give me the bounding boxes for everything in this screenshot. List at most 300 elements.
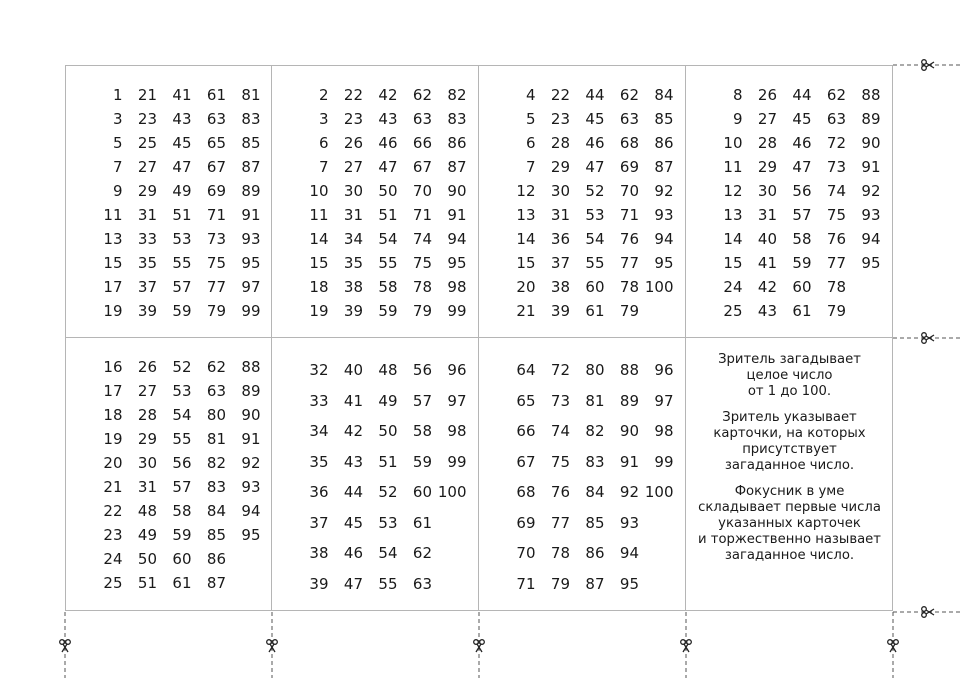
- card-number: 19: [309, 302, 329, 320]
- card-number: 65: [206, 134, 226, 152]
- card-number: 53: [378, 513, 398, 532]
- card-number: 70: [619, 182, 639, 200]
- instructions-card: [686, 338, 893, 611]
- card-number: 55: [585, 254, 605, 272]
- card-number: 41: [343, 391, 363, 410]
- card-number: 7: [112, 158, 123, 176]
- card-number: 18: [103, 406, 123, 424]
- card-number: 94: [241, 502, 261, 520]
- card-number: 38: [309, 544, 329, 562]
- card-number: 51: [378, 452, 398, 471]
- card-number: 67: [412, 158, 432, 176]
- card-number: 6: [318, 134, 329, 152]
- card-number: 26: [343, 134, 363, 152]
- card-number: 29: [137, 182, 157, 200]
- card-number: 51: [378, 206, 398, 224]
- card-number: 67: [516, 452, 536, 471]
- card-number: 18: [309, 278, 329, 296]
- card-number: 70: [516, 544, 536, 562]
- card-number: 57: [172, 278, 192, 296]
- card-number: 91: [241, 430, 261, 448]
- card-number: 95: [861, 254, 881, 272]
- card-number: 47: [378, 158, 398, 176]
- card-number: 96: [447, 361, 467, 379]
- card-number: 82: [585, 422, 605, 440]
- card-number: 78: [412, 278, 432, 296]
- card-number: 84: [206, 502, 226, 520]
- card-number: 56: [792, 182, 812, 200]
- card-number: 83: [585, 452, 605, 471]
- instructions-text: [686, 352, 893, 574]
- card-number: 99: [241, 302, 261, 320]
- card-number: 9: [112, 182, 123, 200]
- card-number: 95: [654, 254, 674, 272]
- card-number: 66: [412, 134, 432, 152]
- card-number: [226, 571, 261, 595]
- card-number: 88: [861, 86, 881, 104]
- card-number: 49: [172, 182, 192, 200]
- card-number: [846, 275, 881, 299]
- card-number: 60: [172, 550, 192, 568]
- card-number: [432, 538, 467, 569]
- card-number: 37: [137, 278, 157, 296]
- card-number: 39: [343, 302, 363, 320]
- card-number: 37: [309, 513, 329, 532]
- card-number: 58: [378, 278, 398, 296]
- card-number: 21: [137, 86, 157, 104]
- card-number: 99: [447, 452, 467, 471]
- card-number: 26: [137, 358, 157, 376]
- card-number: 30: [757, 182, 777, 200]
- card-number: 3: [112, 110, 123, 128]
- card-number: 86: [585, 544, 605, 562]
- card-number: 79: [206, 302, 226, 320]
- card-number: 27: [757, 110, 777, 128]
- card-number: 80: [206, 406, 226, 424]
- card-number: 59: [172, 302, 192, 320]
- card-number: 56: [412, 361, 432, 379]
- card-number: 73: [826, 158, 846, 176]
- card-number: 86: [206, 550, 226, 568]
- card-number: 19: [103, 302, 123, 320]
- card-number: 11: [103, 206, 123, 224]
- card-number: 94: [861, 230, 881, 248]
- card-number: 28: [550, 134, 570, 152]
- card-number: 49: [137, 526, 157, 544]
- card-number: 45: [585, 110, 605, 128]
- card-number: 78: [619, 278, 639, 296]
- card-number: 63: [412, 574, 432, 593]
- card-number: 93: [619, 513, 639, 532]
- card-number: 86: [654, 134, 674, 152]
- card-number: [639, 508, 674, 539]
- card-number: 16: [103, 358, 123, 376]
- card-number: 77: [206, 278, 226, 296]
- card-number: 31: [343, 206, 363, 224]
- card-number: 51: [137, 574, 157, 592]
- card-number: 55: [378, 574, 398, 593]
- card-number: 30: [137, 454, 157, 472]
- card-number: 71: [206, 206, 226, 224]
- card-number: 46: [792, 134, 812, 152]
- card-number: 83: [206, 478, 226, 496]
- card-number: 89: [241, 182, 261, 200]
- card-number: 1: [112, 86, 123, 104]
- card-number: 78: [550, 544, 570, 562]
- card-number: 96: [654, 361, 674, 379]
- card-number: 75: [826, 206, 846, 224]
- card-number: 15: [516, 254, 536, 272]
- card-number: 91: [241, 206, 261, 224]
- card-number: 43: [172, 110, 192, 128]
- scissors-icon: [922, 607, 934, 618]
- card-number: 23: [343, 110, 363, 128]
- card-number: 61: [172, 574, 192, 592]
- card-number: 61: [412, 513, 432, 532]
- card-number: 70: [412, 182, 432, 200]
- card-number: 33: [309, 391, 329, 410]
- card-number: 5: [112, 134, 123, 152]
- card-number: 29: [550, 158, 570, 176]
- card-number: 23: [103, 526, 123, 544]
- card-number: 7: [525, 158, 536, 176]
- card-number: 59: [412, 452, 432, 471]
- card-number: 40: [343, 361, 363, 379]
- card-number: 91: [447, 206, 467, 224]
- card-number: 47: [172, 158, 192, 176]
- scissors-icon: [474, 640, 485, 652]
- card-number: 100: [437, 483, 467, 501]
- card-number: 67: [206, 158, 226, 176]
- card-number: 29: [137, 430, 157, 448]
- card-number: 98: [447, 278, 467, 296]
- card-number: 89: [861, 110, 881, 128]
- card-number: 83: [447, 110, 467, 128]
- card-number: 35: [309, 452, 329, 471]
- card-number: 82: [447, 86, 467, 104]
- scissors-icon: [681, 640, 692, 652]
- card-number: [432, 569, 467, 600]
- card-number: 24: [723, 278, 743, 296]
- card-number: 41: [172, 86, 192, 104]
- card-number: 87: [654, 158, 674, 176]
- card-number: 62: [619, 86, 639, 104]
- card-number: 85: [206, 526, 226, 544]
- card-number: 68: [619, 134, 639, 152]
- card-number: 95: [241, 254, 261, 272]
- card-number: 97: [241, 278, 261, 296]
- card-number: 75: [412, 254, 432, 272]
- card-number: 56: [172, 454, 192, 472]
- card-number: 92: [241, 454, 261, 472]
- card-number: 10: [309, 182, 329, 200]
- card-number: 94: [447, 230, 467, 248]
- card-number: 47: [343, 574, 363, 593]
- card-number: 14: [309, 230, 329, 248]
- card-number: 38: [550, 278, 570, 296]
- card-number: 81: [206, 430, 226, 448]
- card-4: [479, 65, 686, 338]
- card-number: 89: [241, 382, 261, 400]
- card-number: 45: [172, 134, 192, 152]
- card-number: 82: [206, 454, 226, 472]
- card-number: 61: [585, 302, 605, 320]
- instruction-step-3: Фокусник в уме складывает первые числа указанных карточек и торжественно называет загаданное число.: [698, 484, 881, 563]
- card-number: 15: [309, 254, 329, 272]
- card-number: 35: [137, 254, 157, 272]
- card-number: 63: [826, 110, 846, 128]
- card-number: 30: [343, 182, 363, 200]
- card-number: 81: [585, 391, 605, 410]
- card-number: 87: [447, 158, 467, 176]
- card-number: 10: [723, 134, 743, 152]
- card-number: 31: [137, 478, 157, 496]
- card-number: 6: [525, 134, 536, 152]
- card-number: [639, 569, 674, 600]
- card-number: 34: [343, 230, 363, 248]
- card-number: 64: [516, 361, 536, 379]
- card-number: 13: [103, 230, 123, 248]
- card-number: 58: [792, 230, 812, 248]
- card-number: 93: [241, 478, 261, 496]
- card-number: 15: [723, 254, 743, 272]
- card-number: 23: [550, 110, 570, 128]
- card-number: 93: [654, 206, 674, 224]
- card-number: 7: [318, 158, 329, 176]
- card-number: 59: [378, 302, 398, 320]
- card-number: 61: [792, 302, 812, 320]
- card-number: 90: [619, 422, 639, 440]
- card-number: 4: [525, 86, 536, 104]
- card-number: 17: [103, 382, 123, 400]
- card-number: 39: [137, 302, 157, 320]
- card-number: 35: [343, 254, 363, 272]
- card-number: 59: [792, 254, 812, 272]
- card-number: 93: [861, 206, 881, 224]
- card-number: 69: [206, 182, 226, 200]
- card-number: 22: [343, 86, 363, 104]
- card-number: 60: [792, 278, 812, 296]
- card-number: 94: [654, 230, 674, 248]
- card-number: 20: [516, 278, 536, 296]
- card-number: 63: [412, 110, 432, 128]
- card-number: 5: [525, 110, 536, 128]
- card-number: 42: [378, 86, 398, 104]
- card-number: 49: [378, 391, 398, 410]
- card-number: 55: [378, 254, 398, 272]
- card-number: 62: [206, 358, 226, 376]
- card-number: 87: [585, 574, 605, 593]
- card-number: 31: [757, 206, 777, 224]
- card-number: 84: [585, 483, 605, 501]
- card-number: 65: [516, 391, 536, 410]
- card-number: 89: [619, 391, 639, 410]
- card-number: 13: [516, 206, 536, 224]
- card-number: 71: [412, 206, 432, 224]
- card-number: 92: [654, 182, 674, 200]
- card-number: 87: [241, 158, 261, 176]
- card-number: 53: [172, 230, 192, 248]
- card-number: 77: [550, 513, 570, 532]
- card-number: 95: [447, 254, 467, 272]
- card-number: 38: [343, 278, 363, 296]
- card-number: 69: [619, 158, 639, 176]
- card-number: 20: [103, 454, 123, 472]
- card-number: 83: [241, 110, 261, 128]
- card-number: 46: [378, 134, 398, 152]
- card-number: 87: [206, 574, 226, 592]
- card-number: 41: [757, 254, 777, 272]
- card-number: 86: [447, 134, 467, 152]
- card-number: 48: [378, 361, 398, 379]
- card-number: 54: [172, 406, 192, 424]
- card-number: 79: [412, 302, 432, 320]
- card-number: 39: [550, 302, 570, 320]
- card-number: 73: [206, 230, 226, 248]
- card-number: 27: [343, 158, 363, 176]
- card-number: 62: [412, 544, 432, 562]
- card-number: 14: [516, 230, 536, 248]
- card-1: [65, 65, 272, 338]
- card-number: 97: [447, 391, 467, 410]
- card-number: 97: [654, 391, 674, 410]
- card-number: 90: [447, 182, 467, 200]
- card-number: 98: [654, 422, 674, 440]
- card-number: 85: [654, 110, 674, 128]
- scissors-icon: [60, 640, 71, 652]
- card-number: 95: [619, 574, 639, 593]
- card-number: 81: [241, 86, 261, 104]
- card-number: 98: [447, 422, 467, 440]
- card-number: 9: [732, 110, 743, 128]
- card-number: 14: [723, 230, 743, 248]
- card-number: 29: [757, 158, 777, 176]
- card-number: 44: [792, 86, 812, 104]
- card-number: 92: [619, 483, 639, 501]
- card-number: 52: [585, 182, 605, 200]
- card-number: 71: [516, 574, 536, 593]
- card-number: 77: [619, 254, 639, 272]
- card-number: 63: [619, 110, 639, 128]
- card-number: 45: [343, 513, 363, 532]
- card-number: 90: [861, 134, 881, 152]
- card-number: 53: [585, 206, 605, 224]
- card-number: 43: [343, 452, 363, 471]
- card-number: 53: [172, 382, 192, 400]
- card-number: 84: [654, 86, 674, 104]
- card-number: 76: [826, 230, 846, 248]
- card-number: 12: [723, 182, 743, 200]
- card-number: 42: [343, 422, 363, 440]
- card-number: 63: [206, 110, 226, 128]
- card-number: 36: [550, 230, 570, 248]
- card-number: 22: [550, 86, 570, 104]
- card-number: 74: [412, 230, 432, 248]
- card-number: 50: [378, 182, 398, 200]
- card-number: 32: [309, 361, 329, 379]
- card-number: 28: [757, 134, 777, 152]
- card-number: 45: [792, 110, 812, 128]
- card-number: 37: [550, 254, 570, 272]
- card-number: 62: [412, 86, 432, 104]
- card-number: 36: [309, 483, 329, 501]
- card-number: 13: [723, 206, 743, 224]
- card-number: 79: [619, 302, 639, 320]
- instruction-step-1: Зритель загадывает целое число от 1 до 100.: [718, 352, 861, 399]
- card-number: [639, 299, 674, 323]
- card-number: 63: [206, 382, 226, 400]
- card-number: 3: [318, 110, 329, 128]
- card-2: [272, 65, 479, 338]
- card-number: 25: [137, 134, 157, 152]
- card-number: 73: [550, 391, 570, 410]
- card-number: 52: [378, 483, 398, 501]
- card-number: 39: [309, 574, 329, 593]
- card-number: 52: [172, 358, 192, 376]
- card-number: 55: [172, 254, 192, 272]
- card-number: 100: [644, 278, 674, 296]
- card-number: 61: [206, 86, 226, 104]
- card-number: 91: [619, 452, 639, 471]
- card-number: 48: [137, 502, 157, 520]
- card-number: 62: [826, 86, 846, 104]
- card-number: 88: [619, 361, 639, 379]
- card-number: 78: [826, 278, 846, 296]
- card-number: 60: [585, 278, 605, 296]
- card-number: 66: [516, 422, 536, 440]
- card-number: [432, 508, 467, 539]
- card-number: 72: [550, 361, 570, 379]
- card-number: 54: [378, 230, 398, 248]
- card-number: 58: [412, 422, 432, 440]
- card-number: 90: [241, 406, 261, 424]
- card-number: 50: [378, 422, 398, 440]
- card-number: 44: [585, 86, 605, 104]
- card-number: 21: [516, 302, 536, 320]
- card-number: 22: [103, 502, 123, 520]
- card-number: 58: [172, 502, 192, 520]
- card-number: 54: [378, 544, 398, 562]
- card-number: 47: [792, 158, 812, 176]
- card-number: 60: [412, 483, 432, 501]
- card-number: 46: [343, 544, 363, 562]
- card-number: 54: [585, 230, 605, 248]
- card-number: 57: [172, 478, 192, 496]
- card-number: 75: [206, 254, 226, 272]
- card-number: 40: [757, 230, 777, 248]
- card-number: 21: [103, 478, 123, 496]
- card-number: [639, 538, 674, 569]
- card-number: 91: [861, 158, 881, 176]
- card-number: 44: [343, 483, 363, 501]
- card-number: 72: [826, 134, 846, 152]
- card-number: 57: [412, 391, 432, 410]
- card-number: 76: [550, 483, 570, 501]
- card-number: 43: [378, 110, 398, 128]
- card-number: 59: [172, 526, 192, 544]
- card-number: 2: [318, 86, 329, 104]
- card-number: 57: [792, 206, 812, 224]
- card-number: 11: [723, 158, 743, 176]
- card-number: 42: [757, 278, 777, 296]
- card-number: 71: [619, 206, 639, 224]
- scissors-icon: [267, 640, 278, 652]
- card-32: [272, 338, 479, 611]
- card-number: 79: [550, 574, 570, 593]
- card-number: 77: [826, 254, 846, 272]
- card-number: 100: [644, 483, 674, 501]
- card-number: 17: [103, 278, 123, 296]
